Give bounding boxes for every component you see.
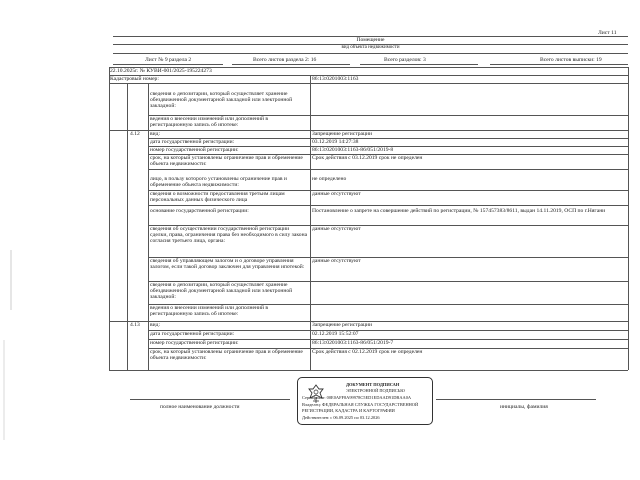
row-value: 03.12.2019 14:27:38: [312, 139, 359, 145]
sheet-label-underline: [113, 64, 223, 65]
total-sections-underline: [360, 64, 478, 65]
depository-label: сведения о депозитарии, который осуществляет хранение обездвиженной документарной закладной или электронной закладной:: [150, 91, 293, 110]
extract-reference: 22.10.2025г. № КУВИ-001/2025-195224273: [110, 68, 212, 74]
table-col-value: [310, 76, 311, 370]
row-value: Срок действия с 02.12.2019 срок не определен: [312, 349, 423, 355]
stamp-title: ДОКУМЕНТ ПОДПИСАН: [346, 382, 400, 387]
signature-underline: [436, 399, 596, 400]
row-label: сведения об управляющем залогом и о договоре управления залогом, если такой договор заключен для управления ипотекой:: [150, 258, 305, 271]
row-label: номер государственной регистрации:: [150, 147, 239, 153]
signature-label: инициалы, фамилия: [500, 404, 548, 410]
row-value: 02.12.2019 15:52:07: [312, 331, 359, 337]
total-sheets-section: Всего листов раздела 2: 16: [253, 57, 317, 63]
entry-number-4-13: 4.13: [130, 322, 140, 328]
total-sections: Всего разделов: 3: [384, 57, 426, 63]
row-label: сведения о депозитарии, который осуществляет хранение обездвиженной документарной закладной или электронной закладной:: [150, 282, 293, 301]
table-border-right: [628, 67, 629, 370]
row-label: срок, на который установлены ограничение прав и обременение объекта недвижимости:: [150, 349, 303, 362]
row-value: данные отсутствуют: [312, 191, 361, 197]
row-label: лицо, в пользу которого установлены ограничение прав и обременение объекта недвижимости:: [150, 176, 287, 189]
row-label: основание государственной регистрации:: [150, 208, 249, 214]
row-label: вид:: [150, 322, 161, 328]
position-label: полное наименование должности: [160, 404, 240, 410]
cadastral-bottom-line: [109, 83, 628, 84]
row-label: сведения об осуществлении государственной регистрации сделки, права, ограничения права без необходимого в силу закона согласия третьего лица, органа:: [150, 226, 308, 245]
table-border-left: [109, 67, 110, 370]
stamp-cert: Сертификат: 00E0AFF8A99978C5ED1EDAAD91DBAA0A: [302, 395, 412, 400]
table-bottom-line: [109, 370, 628, 371]
row-value: данные отсутствуют: [312, 258, 361, 264]
row-line: [148, 169, 628, 170]
entry-number-4-12: 4.12: [130, 131, 140, 137]
position-underline: [130, 399, 290, 400]
cadastral-number: 86:13:0201003:1163: [312, 76, 359, 82]
object-type-subtitle: вид объекта недвижимости: [341, 45, 400, 50]
row-value: данные отсутствуют: [312, 226, 361, 232]
stamp-valid: Действителен: с 06.09.2025 по 03.12.2026: [302, 415, 380, 420]
total-sheets-underline: [232, 64, 350, 65]
row-value: не определено: [312, 176, 347, 182]
table-col-label: [148, 83, 149, 370]
row-value: Постановление о запрете на совершение действий по регистрации, № 157457383/8611, выдан 14.11.2019, ОСП по г.Нягани: [312, 208, 606, 214]
row-value: Срок действия с 03.12.2019 срок не определен: [312, 155, 423, 161]
scan-edge-mark: [3, 340, 5, 440]
row-label: вид:: [150, 131, 161, 137]
row-value: Запрещение регистрации: [312, 131, 372, 137]
row-value: Запрещение регистрации: [312, 322, 372, 328]
row-label: дата государственной регистрации:: [150, 331, 235, 337]
scan-edge-left: [10, 250, 12, 310]
row-label: дата государственной регистрации:: [150, 139, 235, 145]
stamp-owner: Владелец: ФЕДЕРАЛЬНАЯ СЛУЖБА ГОСУДАРСТВЕННОЙ: [302, 402, 419, 407]
row-label: сведения о возможности предоставления третьим лицам персональных данных физического лица: [150, 191, 285, 204]
stamp-owner2: РЕГИСТРАЦИИ, КАДАСТРА И КАРТОГРАФИИ: [302, 408, 395, 413]
ref-bottom-line: [109, 75, 628, 76]
sheet-label: Лист № 9 раздела 2: [145, 57, 192, 63]
row-label: срок, на который установлены ограничение прав и обременение объекта недвижимости:: [150, 155, 303, 168]
header-bottom-line: [113, 53, 628, 54]
row-label: ведения о внесении изменений или дополнений в регистрационную запись об ипотеке:: [150, 305, 268, 318]
cadastral-label: Кадастровый номер:: [110, 76, 159, 82]
row-label: номер государственной регистрации:: [150, 340, 239, 346]
row-value: 86:13:0201003:1163-86/051/2019-8: [312, 147, 394, 153]
sheet-number: Лист 11: [598, 30, 617, 36]
object-type-title: Помещение: [356, 37, 385, 43]
row-value: 86:13:0201003:1163-86/051/2019-7: [312, 340, 394, 346]
total-extract-underline: [490, 64, 628, 65]
mortgage-changes-label: ведения о внесении изменений или дополнений в регистрационную запись об ипотеке:: [150, 116, 268, 129]
electronic-signature-stamp: [297, 377, 433, 425]
stamp-line2: ЭЛЕКТРОННОЙ ПОДПИСЬЮ: [346, 388, 405, 393]
row-line: [148, 205, 628, 206]
table-col-num: [127, 83, 128, 370]
total-sheets-extract: Всего листов выписки: 19: [540, 57, 602, 63]
